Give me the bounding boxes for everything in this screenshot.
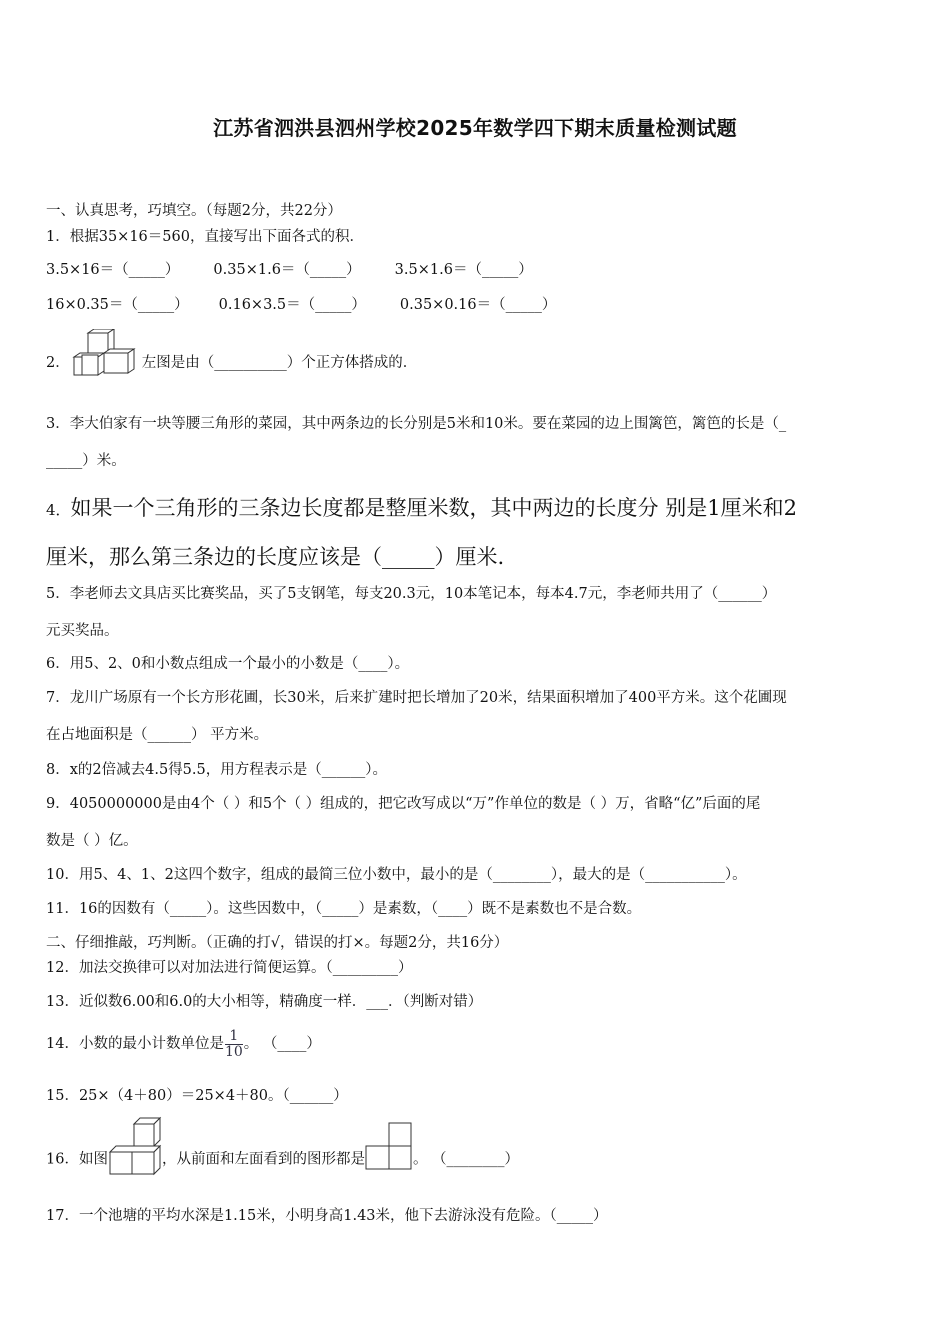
question-11: 11．16的因数有（_____）。这些因数中，（_____）是素数，（____）既不是素数也不是合数。 bbox=[46, 901, 642, 917]
q16-text-2: ，从前面和左面看到的图形都是 bbox=[161, 1151, 365, 1168]
question-9-line-2: 数是（ ）亿。 bbox=[46, 833, 138, 849]
question-16 bbox=[46, 1116, 519, 1203]
question-17: 17．一个池塘的平均水深是1.15米，小明身高1.43米，他下去游泳没有危险。（_____） bbox=[46, 1208, 608, 1224]
question-2 bbox=[46, 329, 417, 397]
q1-item-3: 3.5×1.6＝（_____） bbox=[394, 262, 533, 278]
question-8: 8．x的2倍减去4.5得5.5，用方程表示是（______）。 bbox=[46, 762, 387, 778]
one-tenth-fraction bbox=[225, 1029, 243, 1060]
q16-text-1: 16．如图 bbox=[46, 1151, 108, 1168]
fraction-denominator: 10 bbox=[224, 1043, 243, 1060]
q1-item-5: 0.16×3.5＝（_____） bbox=[218, 297, 366, 313]
question-1-row-2 bbox=[46, 295, 556, 315]
question-7-line-2: 在占地面积是（______） 平方米。 bbox=[46, 727, 269, 743]
page-title: 江苏省泗洪县泗州学校2025年数学四下期末质量检测试题 bbox=[213, 116, 737, 140]
question-3-line-1: 3．李大伯家有一块等腰三角形的菜园，其中两条边的长分别是5米和10米。要在菜园的边上围篱笆，篱笆的长是（_ bbox=[46, 416, 787, 432]
question-5-line-2: 元买奖品。 bbox=[46, 623, 119, 639]
question-10: 10．用5、4、1、2这四个数字，组成的最简三位小数中，最小的是（________），最大的是（___________）。 bbox=[46, 867, 747, 883]
question-12: 12．加法交换律可以对加法进行简便运算。（_________） bbox=[46, 960, 413, 976]
question-5-line-1: 5．李老师去文具店买比赛奖品，买了5支钢笔，每支20.3元，10本笔记本，每本4.7元，李老师共用了（______） bbox=[46, 586, 777, 602]
section-1-heading: 一、认真思考，巧填空。（每题2分，共22分） bbox=[46, 203, 342, 219]
q2-number: 2． bbox=[46, 355, 70, 371]
fraction-numerator: 1 bbox=[229, 1027, 239, 1044]
cube-arrangement-figure bbox=[108, 1116, 162, 1203]
q1-item-4: 16×0.35＝（_____） bbox=[46, 297, 189, 313]
q14-answer: 。 （____） bbox=[243, 1036, 321, 1052]
q16-answer: 。 （________） bbox=[412, 1151, 520, 1168]
front-left-view-figure bbox=[365, 1122, 413, 1197]
q4-text-1: 如果一个三角形的三条边长度都是整厘米数，其中两边的长度分 别是1厘米和2 bbox=[70, 496, 797, 520]
question-1-stem: 1．根据35×16＝560，直接写出下面各式的积． bbox=[46, 229, 364, 245]
question-3-line-2: _____）米。 bbox=[46, 453, 126, 469]
question-4-line-2: 厘米，那么第三条边的长度应该是（_____）厘米. bbox=[46, 545, 505, 569]
q1-item-2: 0.35×1.6＝（_____） bbox=[213, 262, 361, 278]
question-7-line-1: 7．龙川广场原有一个长方形花圃，长30米，后来扩建时把长增加了20米，结果面积增加了400平方米。这个花圃现 bbox=[46, 690, 787, 706]
question-14 bbox=[46, 1022, 321, 1066]
section-2-heading: 二、仔细推敲，巧判断。（正确的打√，错误的打×。每题2分，共16分） bbox=[46, 935, 509, 951]
cube-stack-figure bbox=[70, 329, 142, 397]
q2-text: 左图是由（__________）个正方体搭成的． bbox=[141, 355, 418, 371]
question-13: 13．近似数6.00和6.0的大小相等，精确度一样．___．（判断对错） bbox=[46, 994, 483, 1010]
question-4-line-1 bbox=[46, 494, 797, 524]
q4-number: 4． bbox=[46, 501, 71, 519]
question-6: 6．用5、2、0和小数点组成一个最小的小数是（____）。 bbox=[46, 656, 410, 672]
q1-item-6: 0.35×0.16＝（_____） bbox=[399, 297, 557, 313]
question-9-line-1: 9．4050000000是由4个（ ）和5个（ ）组成的，把它改写成以“万”作单位的数是（ ）万，省略“亿”后面的尾 bbox=[46, 796, 761, 812]
question-1-row-1 bbox=[46, 260, 533, 280]
q14-text: 14．小数的最小计数单位是 bbox=[46, 1036, 224, 1052]
q1-item-1: 3.5×16＝（_____） bbox=[46, 262, 180, 278]
question-15: 15．25×（4＋80）＝25×4＋80。（______） bbox=[46, 1088, 348, 1104]
